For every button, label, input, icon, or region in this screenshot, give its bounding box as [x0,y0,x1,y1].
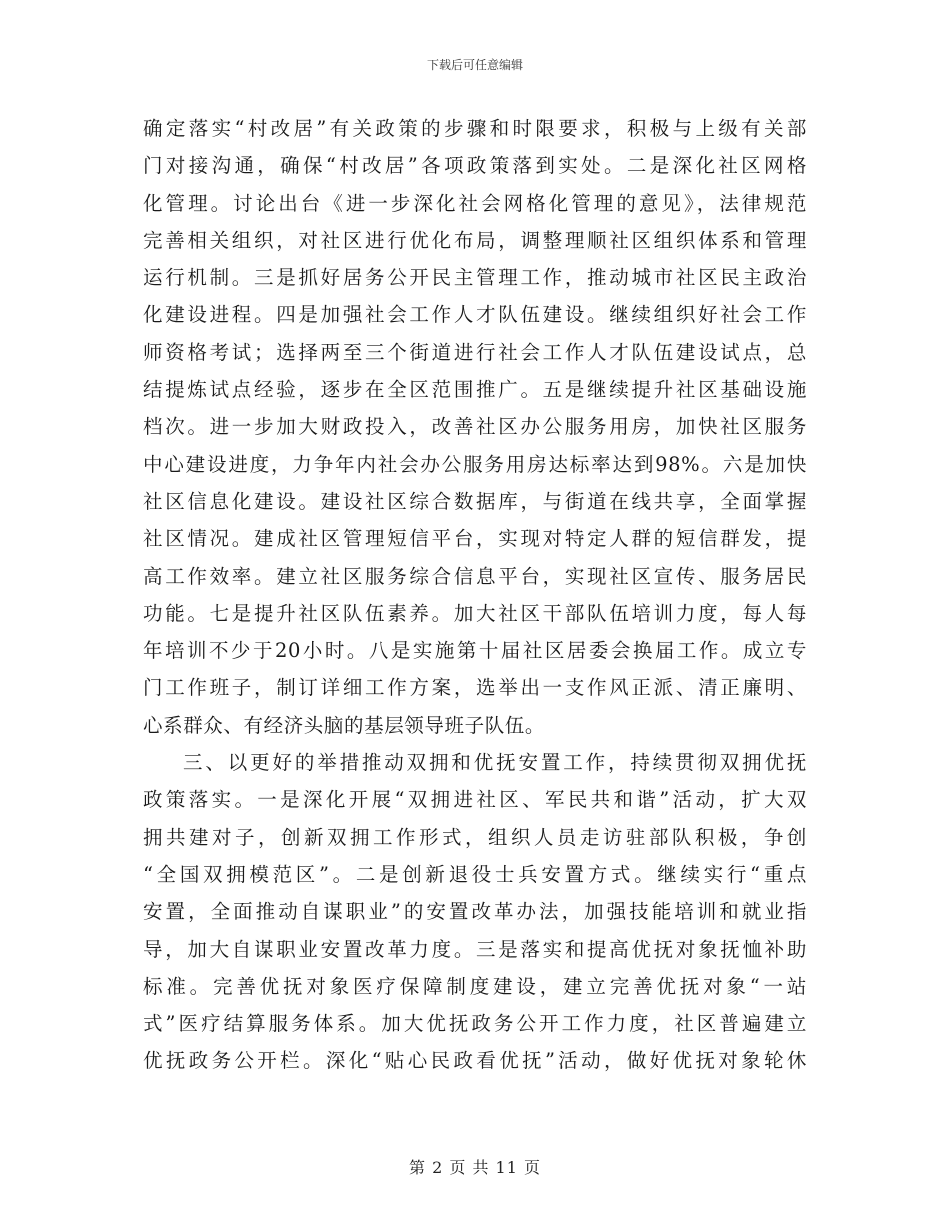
text-line: 确定落实“村改居”有关政策的步骤和时限要求，积极与上级有关部 [143,117,807,140]
text-line: 年培训不少于20小时。八是实施第十届社区居委会换届工作。成立专 [143,639,807,663]
text-line: 中心建设进度，力争年内社会办公服务用房达标率达到98%。六是加快 [143,452,807,476]
text-line: 功能。七是提升社区队伍素养。加大社区干部队伍培训力度，每人每 [143,601,807,625]
text-line: 政策落实。一是深化开展“双拥进社区、军民共和谐”活动，扩大双 [143,788,807,812]
text-line: 导，加大自谋职业安置改革力度。三是落实和提高优抚对象抚恤补助 [143,937,807,961]
text-line: 结提炼试点经验，逐步在全区范围推广。五是继续提升社区基础设施 [143,378,807,402]
text-line: 门对接沟通，确保“村改居”各项政策落到实处。二是深化社区网格 [143,154,807,178]
text-line: 完善相关组织，对社区进行优化布局，调整理顺社区组织体系和管理 [143,228,807,252]
text-line: 运行机制。三是抓好居务公开民主管理工作，推动城市社区民主政治 [143,266,807,290]
text-line: 化管理。讨论出台《进一步深化社会网格化管理的意见》，法律规范 [143,191,807,215]
text-line: 社区信息化建设。建设社区综合数据库，与街道在线共享，全面掌握 [143,489,807,513]
text-line: 式”医疗结算服务体系。加大优抚政务公开工作力度，社区普遍建立 [143,1012,807,1036]
text-line: 拥共建对子，创新双拥工作形式，组织人员走访驻部队积极，争创 [143,825,807,849]
page-number-footer: 第 2 页 共 11 页 [409,1158,541,1177]
text-line: 标准。完善优抚对象医疗保障制度建设，建立完善优抚对象“一站 [143,974,807,998]
document-body [143,110,807,1080]
text-line: 师资格考试；选择两至三个街道进行社会工作人才队伍建设试点，总 [143,340,807,364]
text-line: 社区情况。建成社区管理短信平台，实现对特定人群的短信群发，提 [143,527,807,551]
text-line: 高工作效率。建立社区服务综合信息平台，实现社区宣传、服务居民 [143,564,807,588]
text-line: 门工作班子，制订详细工作方案，选举出一支作风正派、清正廉明、 [143,676,807,700]
text-line: 化建设进程。四是加强社会工作人才队伍建设。继续组织好社会工作 [143,303,807,327]
text-line: 安置，全面推动自谋职业”的安置改革办法，加强技能培训和就业指 [143,900,807,924]
page-header-note: 下载后可任意编辑 [426,58,523,72]
text-line: “全国双拥模范区”。二是创新退役士兵安置方式。继续实行“重点 [143,862,807,886]
text-line-first-indented: 三、以更好的举措推动双拥和优抚安置工作，持续贯彻双拥优抚 [183,751,807,775]
text-line: 档次。进一步加大财政投入，改善社区办公服务用房，加快社区服务 [143,415,807,439]
text-line-last: 心系群众、有经济头脑的基层领导班子队伍。 [143,713,546,737]
text-line: 优抚政务公开栏。深化“贴心民政看优抚”活动，做好优抚对象轮休 [143,1049,807,1073]
